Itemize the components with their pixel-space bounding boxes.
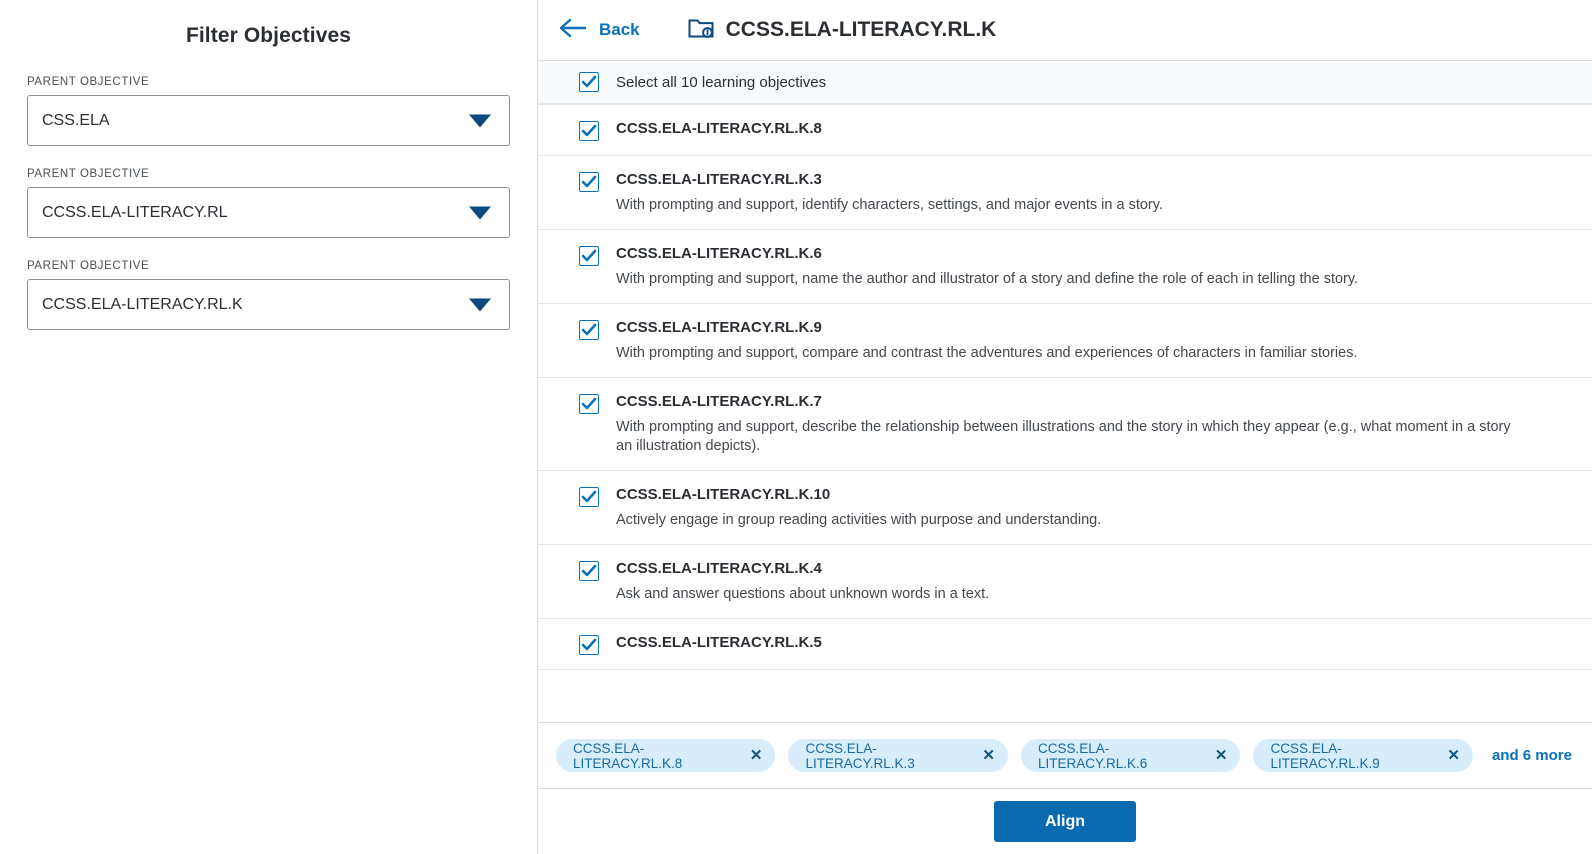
list-item[interactable]: [538, 378, 1592, 471]
selected-chip[interactable]: [788, 739, 1007, 772]
objective-code: CCSS.ELA-LITERACY.RL.K.6: [616, 245, 822, 262]
objective-text: [616, 392, 1516, 456]
objective-checkbox[interactable]: [579, 394, 599, 414]
folder-icon: [688, 16, 714, 44]
back-label: Back: [599, 20, 640, 39]
objective-code: CCSS.ELA-LITERACY.RL.K.10: [616, 486, 831, 503]
parent-objective-value-2: CCSS.ELA-LITERACY.RL: [42, 203, 228, 221]
list-item[interactable]: [538, 105, 1592, 156]
footer-bar: [538, 788, 1592, 854]
chip-label: CCSS.ELA-LITERACY.RL.K.3: [805, 740, 915, 771]
parent-objective-value-1: CSS.ELA: [42, 111, 110, 129]
objective-code: CCSS.ELA-LITERACY.RL.K.7: [616, 393, 822, 410]
parent-objective-select-3[interactable]: [27, 279, 510, 330]
parent-objective-select-1[interactable]: [27, 95, 510, 146]
chip-label: CCSS.ELA-LITERACY.RL.K.6: [1037, 740, 1148, 771]
selected-chips-bar: [538, 722, 1592, 788]
objective-description: With prompting and support, identify characters, settings, and major events in a story.: [616, 197, 1163, 213]
objectives-list[interactable]: [538, 104, 1592, 722]
objective-description: With prompting and support, name the author and illustrator of a story and define the role of each in telling the story.: [616, 271, 1359, 287]
align-button[interactable]: Align: [994, 801, 1136, 842]
list-item[interactable]: [538, 156, 1592, 230]
list-item[interactable]: [538, 304, 1592, 378]
objective-description: Ask and answer questions about unknown words in a text.: [616, 586, 990, 602]
list-item[interactable]: [538, 230, 1592, 304]
chip-label: CCSS.ELA-LITERACY.RL.K.8: [573, 740, 683, 771]
parent-objective-label-1: PARENT OBJECTIVE: [27, 76, 150, 88]
objective-text: [616, 318, 1358, 363]
chevron-down-icon: [469, 298, 491, 311]
objective-checkbox[interactable]: [579, 320, 599, 340]
header-title-group: [688, 16, 997, 44]
list-item[interactable]: [538, 545, 1592, 619]
close-icon[interactable]: ✕: [1214, 747, 1228, 764]
parent-objective-select-2[interactable]: [27, 187, 510, 238]
select-all-label: Select all 10 learning objectives: [616, 73, 827, 91]
chip-label: CCSS.ELA-LITERACY.RL.K.9: [1270, 740, 1380, 771]
objective-code: CCSS.ELA-LITERACY.RL.K.9: [616, 319, 822, 336]
selected-chip[interactable]: [1021, 739, 1240, 772]
objective-code: CCSS.ELA-LITERACY.RL.K.3: [616, 171, 822, 188]
chevron-down-icon: [469, 114, 491, 127]
objective-checkbox[interactable]: [579, 561, 599, 581]
selected-chip[interactable]: [556, 739, 775, 772]
objective-text: [616, 633, 822, 652]
select-all-row[interactable]: [538, 61, 1592, 104]
close-icon[interactable]: ✕: [749, 747, 763, 764]
select-all-checkbox[interactable]: [579, 72, 599, 92]
parent-objective-label-2: PARENT OBJECTIVE: [27, 168, 150, 180]
objective-checkbox[interactable]: [579, 121, 599, 141]
objective-text: [616, 244, 1358, 289]
objective-checkbox[interactable]: [579, 172, 599, 192]
objective-text: [616, 485, 1101, 530]
objective-text: [616, 119, 822, 138]
and-more-link[interactable]: and 6 more: [1491, 747, 1572, 764]
objective-text: [616, 170, 1163, 215]
objective-description: With prompting and support, describe the relationship between illustrations and the story in which they appear (e.g., what moment in a story an illustration depicts).: [616, 419, 1511, 454]
parent-objective-value-3: CCSS.ELA-LITERACY.RL.K: [42, 295, 243, 313]
back-button[interactable]: [558, 18, 660, 42]
filter-panel-title: Filter Objectives: [185, 24, 352, 47]
objective-code: CCSS.ELA-LITERACY.RL.K.4: [616, 560, 822, 577]
objective-description: Actively engage in group reading activities with purpose and understanding.: [616, 512, 1102, 528]
objectives-header: [538, 0, 1592, 61]
objective-text: [616, 559, 989, 604]
objective-description: With prompting and support, compare and contrast the adventures and experiences of characters in familiar stories.: [616, 345, 1358, 361]
objective-code: CCSS.ELA-LITERACY.RL.K.8: [616, 120, 822, 137]
filter-panel: [0, 0, 538, 854]
page-title: CCSS.ELA-LITERACY.RL.K: [725, 18, 997, 41]
objective-checkbox[interactable]: [579, 487, 599, 507]
close-icon[interactable]: ✕: [982, 747, 995, 764]
list-item[interactable]: [538, 471, 1592, 545]
filter-fields: [0, 58, 537, 330]
objective-checkbox[interactable]: [579, 635, 599, 655]
parent-objective-label-3: PARENT OBJECTIVE: [27, 260, 150, 272]
objectives-panel: [538, 0, 1592, 854]
objective-checkbox[interactable]: [579, 246, 599, 266]
list-item[interactable]: [538, 619, 1592, 670]
chevron-down-icon: [469, 206, 491, 219]
selected-chip[interactable]: [1253, 739, 1472, 772]
arrow-left-icon: [558, 18, 588, 42]
objective-code: CCSS.ELA-LITERACY.RL.K.5: [616, 634, 822, 651]
close-icon[interactable]: ✕: [1447, 747, 1460, 764]
